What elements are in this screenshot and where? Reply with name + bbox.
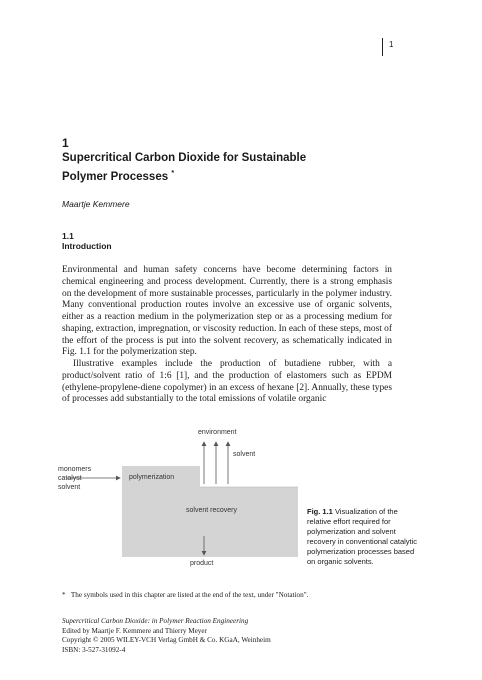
figure-caption bbox=[307, 507, 419, 567]
chapter-title-line2 bbox=[62, 166, 362, 185]
solvent-recovery-label: solvent recovery bbox=[186, 507, 237, 514]
inputs-label-monomers: monomers bbox=[58, 466, 92, 473]
chapter-title-line1: Supercritical Carbon Dioxide for Sustainable bbox=[62, 152, 307, 164]
page-number-rule bbox=[382, 38, 383, 56]
figure-caption-label: Fig. 1.1 bbox=[307, 507, 333, 516]
publication-info bbox=[62, 617, 392, 655]
inputs-label-solvent: solvent bbox=[58, 484, 81, 491]
page-number: 1 bbox=[389, 40, 394, 49]
solvent-label: solvent bbox=[233, 451, 256, 458]
chapter-title-text: Polymer Processes bbox=[62, 170, 169, 183]
polymerization-label: polymerization bbox=[129, 474, 175, 481]
body-text bbox=[62, 265, 392, 406]
footnote-mark: * bbox=[62, 591, 66, 599]
product-label: product bbox=[190, 560, 214, 567]
book-title: Supercritical Carbon Dioxide: in Polymer Reaction Engineering bbox=[62, 617, 249, 625]
paragraph: Environmental and human safety concerns have become determining factors in chemical engineering and process development. Currently, there is a strong emphasis on the development of more sustainable processes, particularly in the polymer industry. Many conventional production routes involve an excessive use of organic solvents, either as a reaction medium in the polymerization step or as a processing medium for shaping, extraction, impregnation, or viscosity reduction. In each of these steps, most of the effort of the process is put into the solvent recovery, as schematically indicated in Fig. 1.1 for the polymerization step. bbox=[62, 265, 392, 358]
inputs-label-catalyst: catalyst bbox=[58, 475, 82, 482]
solvent-recovery-box bbox=[122, 487, 298, 557]
environment-label: environment bbox=[198, 429, 237, 436]
paragraph: Illustrative examples include the production of butadiene rubber, with a product/solvent ratio of 1:6 [1], and the production of elastomers such as EPDM (ethylene-propylene-diene copolymer) in an excess of hexane [2]. Annually, these types of processes add substantially to the total emissions of volatile organic bbox=[62, 359, 392, 405]
footnote bbox=[62, 591, 392, 599]
chapter-number: 1 bbox=[62, 136, 69, 150]
isbn: ISBN: 3-527-31092-4 bbox=[62, 645, 126, 654]
figure-caption-text: Visualization of the relative effort required for polymerization and solvent recovery in conventional catalytic polymerization processes based on organic solvents. bbox=[307, 507, 418, 566]
chapter-title-footnote-mark: * bbox=[171, 170, 175, 177]
editors: Edited by Maartje F. Kemmere and Thierry Meyer bbox=[62, 626, 207, 635]
chapter-author: Maartje Kemmere bbox=[62, 199, 130, 209]
section-number: 1.1 bbox=[62, 231, 74, 241]
section-title: Introduction bbox=[62, 241, 112, 251]
copyright: Copyright © 2005 WILEY-VCH Verlag GmbH & Co. KGaA, Weinheim bbox=[62, 636, 271, 645]
footnote-text: The symbols used in this chapter are listed at the end of the text, under "Notation". bbox=[70, 591, 309, 599]
chapter-title bbox=[62, 151, 362, 185]
